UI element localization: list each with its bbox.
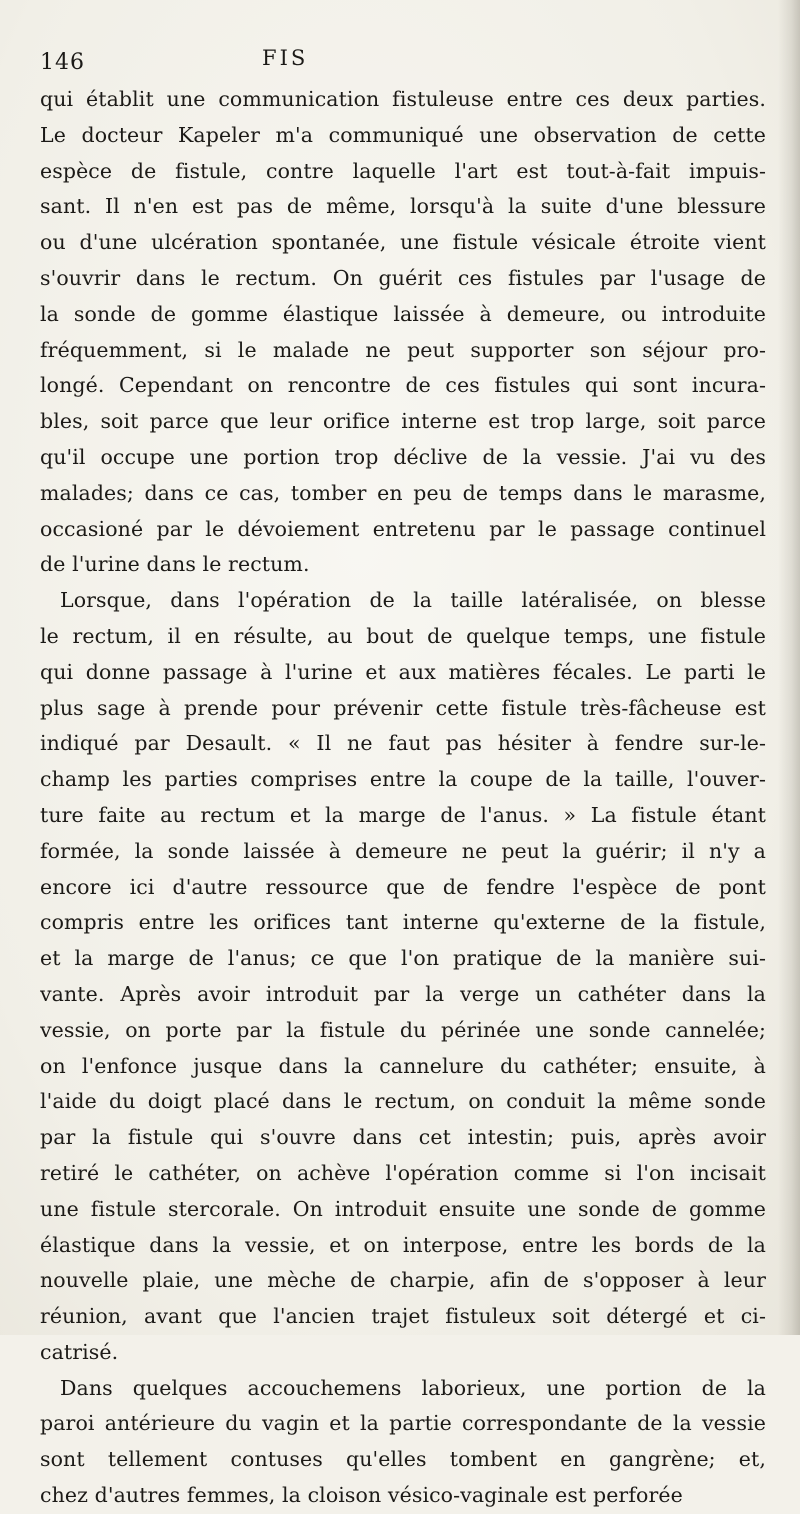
text-line: l'aide du doigt placé dans le rectum, on conduit la même sonde <box>40 1089 766 1114</box>
text-line: Dans quelques accouchemens laborieux, une portion de la <box>60 1375 766 1400</box>
text-line: nouvelle plaie, une mèche de charpie, afin de s'opposer à leur <box>40 1268 766 1293</box>
text-line: vessie, on porte par la fistule du périnée une sonde cannelée; <box>40 1017 766 1042</box>
text-line: élastique dans la vessie, et on interpose, entre les bords de la <box>40 1232 766 1257</box>
text-line: on l'enfonce jusque dans la cannelure du cathéter; ensuite, à <box>40 1053 766 1078</box>
text-line: sant. Il n'en est pas de même, lorsqu'à la suite d'une blessure <box>40 194 766 219</box>
text-line: occasioné par le dévoiement entretenu par le passage continuel <box>40 516 766 541</box>
text-line: sont tellement contuses qu'elles tombent en gangrène; et, <box>40 1447 766 1472</box>
text-line: catrisé. <box>40 1339 119 1364</box>
page-header <box>40 46 760 76</box>
page-edge-shadow <box>778 0 800 1335</box>
text-line: Lorsque, dans l'opération de la taille latéralisée, on blesse <box>60 588 766 613</box>
text-line: et la marge de l'anus; ce que l'on pratique de la manière sui- <box>40 946 766 971</box>
text-line: la sonde de gomme élastique laissée à demeure, ou introduite <box>40 301 766 326</box>
text-line: chez d'autres femmes, la cloison vésico-vaginale est perforée <box>40 1483 683 1508</box>
text-line: retiré le cathéter, on achève l'opération comme si l'on incisait <box>40 1160 766 1185</box>
text-line: paroi antérieure du vagin et la partie correspondante de la vessie <box>40 1411 766 1436</box>
text-line: longé. Cependant on rencontre de ces fistules qui sont incura- <box>40 373 766 398</box>
text-line: indiqué par Desault. « Il ne faut pas hésiter à fendre sur-le- <box>40 731 766 756</box>
running-head: FIS <box>262 46 309 70</box>
paragraph <box>40 583 766 1371</box>
text-line: réunion, avant que l'ancien trajet fistuleux soit détergé et ci- <box>40 1304 766 1329</box>
text-line: encore ici d'autre ressource que de fendre l'espèce de pont <box>40 874 766 899</box>
text-line: bles, soit parce que leur orifice interne est trop large, soit parce <box>40 409 766 434</box>
text-line: vante. Après avoir introduit par la verge un cathéter dans la <box>40 981 766 1006</box>
page-number: 146 <box>40 50 85 75</box>
body-text <box>40 82 766 1514</box>
text-line: qui établit une communication fistuleuse entre ces deux parties. <box>40 87 766 111</box>
text-line: compris entre les orifices tant interne qu'externe de la fistule, <box>40 910 766 935</box>
text-line: fréquemment, si le malade ne peut supporter son séjour pro- <box>40 337 766 362</box>
text-line: qui donne passage à l'urine et aux matières fécales. Le parti le <box>40 659 766 684</box>
text-line: de l'urine dans le rectum. <box>40 552 310 577</box>
text-line: s'ouvrir dans le rectum. On guérit ces fistules par l'usage de <box>40 265 766 290</box>
paragraph <box>40 1371 766 1514</box>
text-line: qu'il occupe une portion trop déclive de la vessie. J'ai vu des <box>40 444 766 469</box>
text-line: Le docteur Kapeler m'a communiqué une observation de cette <box>40 122 766 147</box>
text-line: plus sage à prende pour prévenir cette fistule très-fâcheuse est <box>40 695 766 720</box>
text-line: formée, la sonde laissée à demeure ne peut la guérir; il n'y a <box>40 838 766 863</box>
text-line: ou d'une ulcération spontanée, une fistule vésicale étroite vient <box>40 230 766 255</box>
paragraph <box>40 82 766 583</box>
text-line: le rectum, il en résulte, au bout de quelque temps, une fistule <box>40 623 766 648</box>
text-line: une fistule stercorale. On introduit ensuite une sonde de gomme <box>40 1196 766 1221</box>
text-line: malades; dans ce cas, tomber en peu de temps dans le marasme, <box>40 480 766 505</box>
text-line: espèce de fistule, contre laquelle l'art est tout-à-fait impuis- <box>40 158 766 183</box>
text-line: ture faite au rectum et la marge de l'anus. » La fistule étant <box>40 802 766 827</box>
text-line: par la fistule qui s'ouvre dans cet intestin; puis, après avoir <box>40 1125 766 1150</box>
text-line: champ les parties comprises entre la coupe de la taille, l'ouver- <box>40 767 766 792</box>
